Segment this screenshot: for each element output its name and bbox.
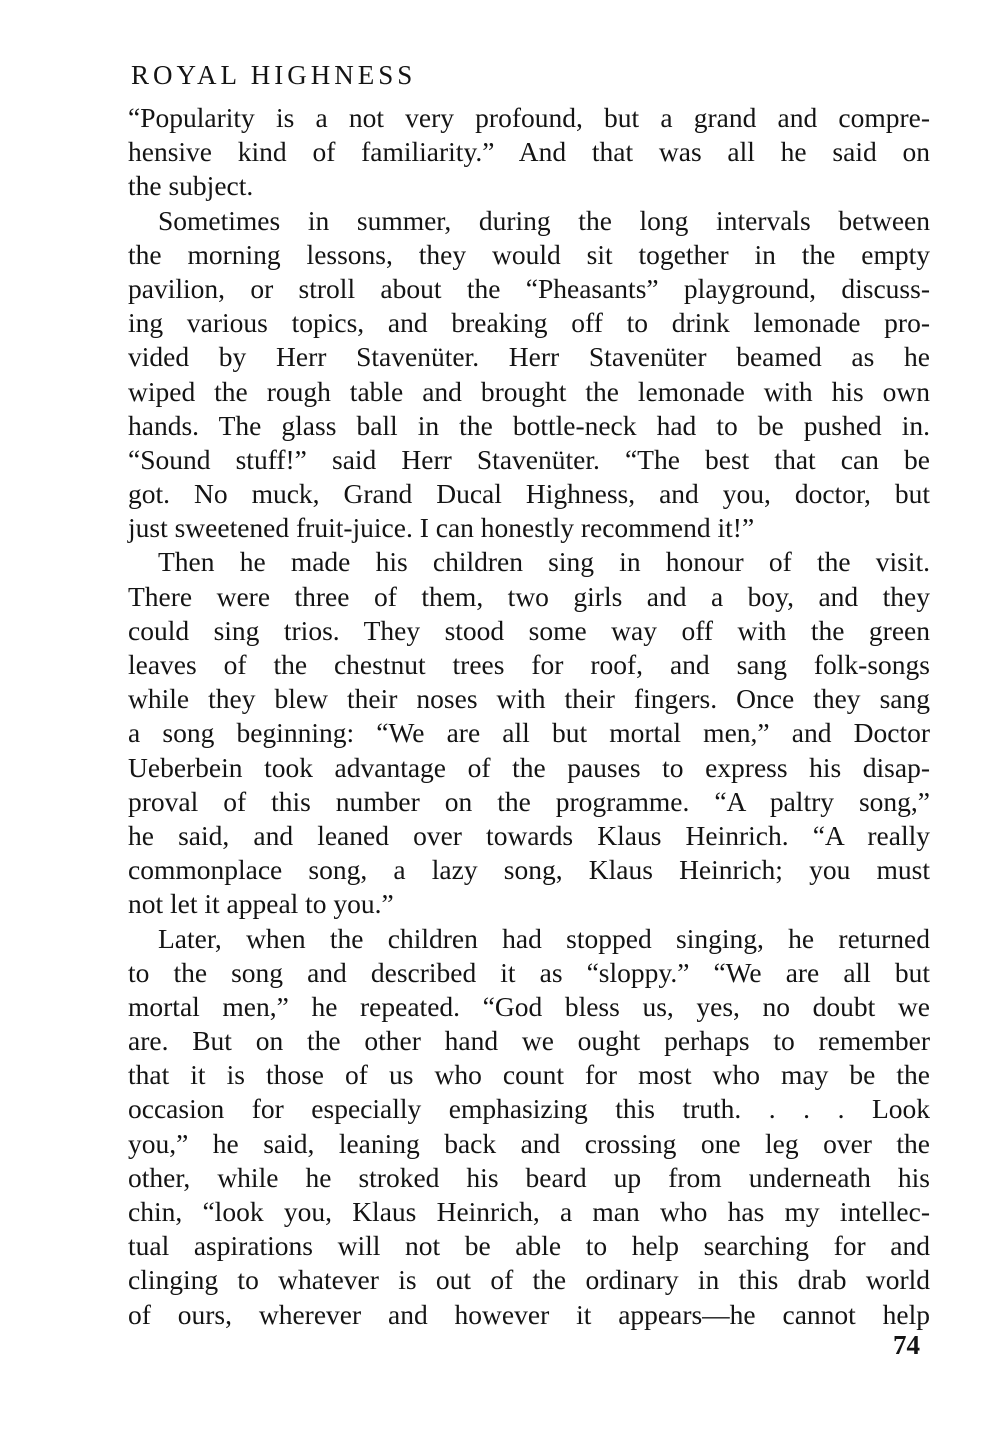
text-line: to the song and described it as “sloppy.” “We are all but: [128, 956, 930, 988]
text-line: commonplace song, a lazy song, Klaus Heinrich; you must: [128, 854, 930, 886]
text-line: Sometimes in summer, during the long intervals between: [158, 204, 930, 236]
text-line: There were three of them, two girls and a boy, and they: [128, 580, 930, 612]
text-line: you,” he said, leaning back and crossing one leg over the: [128, 1127, 930, 1159]
text-line: he said, and leaned over towards Klaus Heinrich. “A really: [128, 819, 930, 851]
text-line: Later, when the children had stopped singing, he returned: [158, 922, 930, 954]
text-line: tual aspirations will not be able to help searching for and: [128, 1230, 930, 1262]
text-line: while they blew their noses with their fingers. Once they sang: [128, 683, 930, 715]
text-line: a song beginning: “We are all but mortal men,” and Doctor: [128, 717, 930, 749]
text-line: hands. The glass ball in the bottle-neck had to be pushed in.: [128, 409, 930, 441]
text-line: pavilion, or stroll about the “Pheasants” playground, discuss-: [128, 272, 930, 304]
text-line: got. No muck, Grand Ducal Highness, and you, doctor, but: [128, 478, 930, 510]
text-line: clinging to whatever is out of the ordinary in this drab world: [128, 1264, 930, 1296]
text-line: vided by Herr Stavenüter. Herr Stavenüter beamed as he: [128, 341, 930, 373]
text-line: chin, “look you, Klaus Heinrich, a man who has my intellec-: [128, 1196, 930, 1227]
text-line: are. But on the other hand we ought perhaps to remember: [128, 1025, 930, 1057]
text-line: wiped the rough table and brought the lemonade with his own: [128, 375, 930, 407]
text-line: other, while he stroked his beard up from underneath his: [128, 1161, 930, 1193]
text-line: mortal men,” he repeated. “God bless us, yes, no doubt we: [128, 990, 930, 1022]
text-line: proval of this number on the programme. “A paltry song,”: [128, 785, 930, 817]
running-head: ROYAL HIGHNESS: [131, 60, 417, 90]
text-line: ing various topics, and breaking off to drink lemonade pro-: [128, 307, 930, 339]
text-line: “Popularity is a not very profound, but a grand and compre-: [128, 102, 930, 133]
text-line: could sing trios. They stood some way off with the green: [128, 614, 930, 646]
page-number: 74: [893, 1330, 920, 1360]
text-line: just sweetened fruit-juice. I can honestly recommend it!”: [128, 512, 755, 544]
body-text: [128, 101, 930, 1332]
text-line: the morning lessons, they would sit together in the empty: [128, 238, 930, 270]
text-line: not let it appeal to you.”: [128, 888, 394, 920]
text-line: hensive kind of familiarity.” And that was all he said on: [128, 136, 930, 168]
text-line: the subject.: [128, 170, 254, 202]
text-line: leaves of the chestnut trees for roof, and sang folk-songs: [128, 649, 930, 680]
text-line: that it is those of us who count for most who may be the: [128, 1059, 930, 1091]
text-line: occasion for especially emphasizing this truth. . . . Look: [128, 1093, 930, 1125]
text-line: Then he made his children sing in honour of the visit.: [158, 546, 930, 578]
text-line: Ueberbein took advantage of the pauses to express his disap-: [128, 751, 930, 783]
text-line: “Sound stuff!” said Herr Stavenüter. “The best that can be: [128, 443, 930, 475]
text-line: of ours, wherever and however it appears—he cannot help: [128, 1298, 930, 1330]
